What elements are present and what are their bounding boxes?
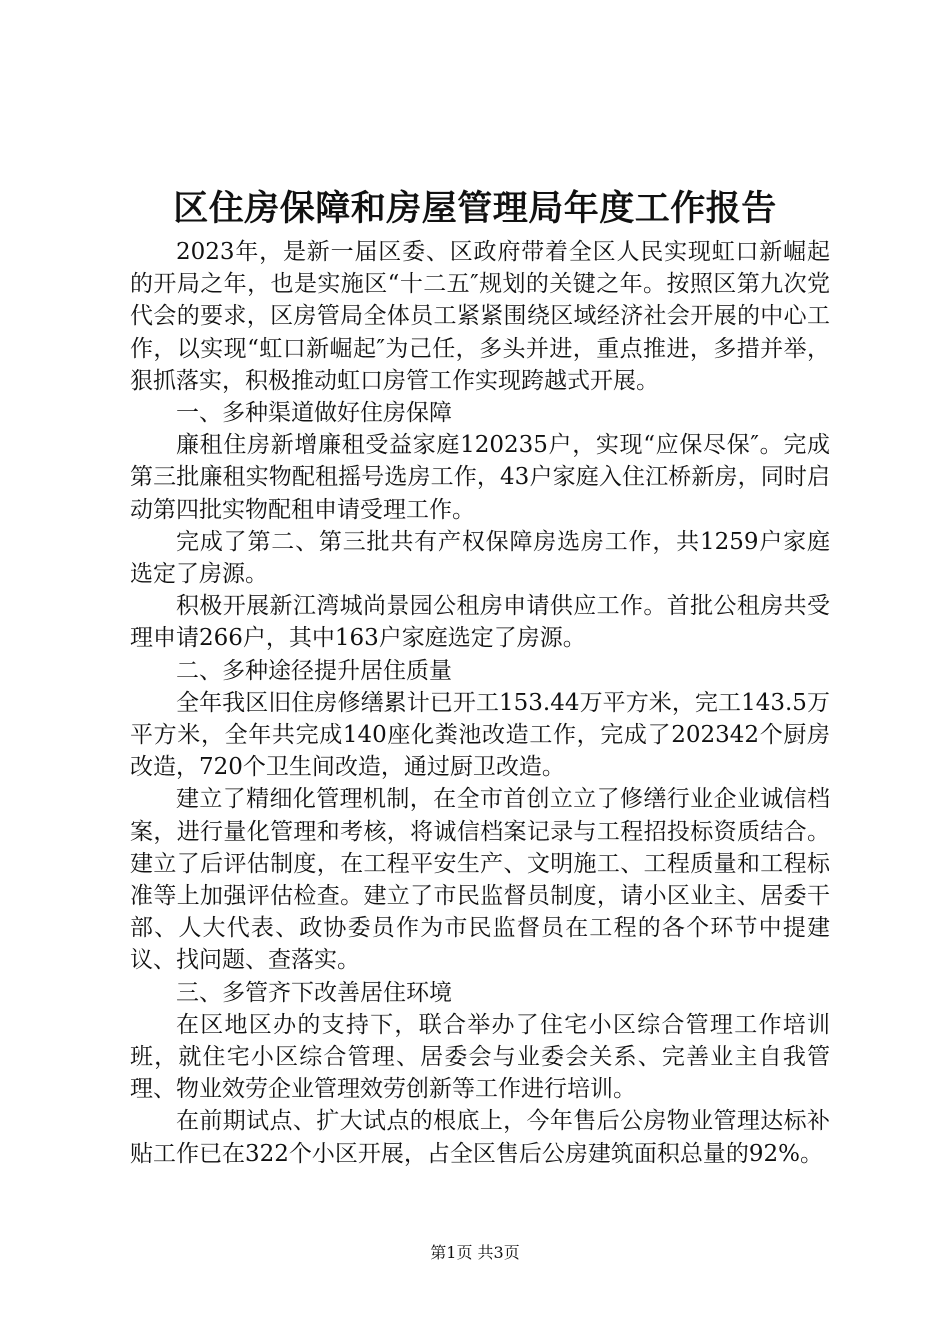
paragraph: 在前期试点、扩大试点的根底上，今年售后公房物业管理达标补贴工作已在322个小区开展，占全区售后公房建筑面积总量的92%。: [130, 1108, 830, 1167]
paragraph: 积极开展新江湾城尚景园公租房申请供应工作。首批公租房共受理申请266户，其中163户家庭选定了房源。: [130, 593, 830, 652]
document-title: 区住房保障和房屋管理局年度工作报告: [173, 188, 777, 229]
paragraph: 完成了第二、第三批共有产权保障房选房工作，共1259户家庭选定了房源。: [130, 528, 830, 588]
paragraph: 在区地区办的支持下，联合举办了住宅小区综合管理工作培训班，就住宅小区综合管理、居委会与业委会关系、完善业主自我管理、物业效劳企业管理效劳创新等工作进行培训。: [130, 1011, 830, 1103]
section-heading-3: 三、多管齐下改善居住环境: [176, 979, 452, 1006]
document-body: [130, 236, 830, 1170]
section-heading-2: 二、多种途径提升居住质量: [176, 657, 452, 684]
paragraph: 建立了精细化管理机制，在全市首创立立了修缮行业企业诚信档案，进行量化管理和考核，将诚信档案记录与工程招投标资质结合。建立了后评估制度，在工程平安生产、文明施工、工程质量和工程标准等上加强评估检查。建立了市民监督员制度，请小区业主、居委干部、人大代表、政协委员作为市民监督员在工程的各个环节中提建议、找问题、查落实。: [130, 786, 830, 974]
paragraph: 全年我区旧住房修缮累计已开工153.44万平方米，完工143.5万平方米，全年共完成140座化粪池改造工作，完成了202342个厨房改造，720个卫生间改造，通过厨卫改造。: [130, 689, 830, 781]
section-heading-1: 一、多种渠道做好住房保障: [176, 400, 452, 427]
page-footer: 第1页 共3页: [430, 1243, 520, 1262]
paragraph: 廉租住房新增廉租受益家庭120235户，实现“应保尽保″。完成第三批廉租实物配租摇号选房工作，43户家庭入住江桥新房，同时启动第四批实物配租申请受理工作。: [130, 432, 830, 523]
intro-paragraph: 2023年，是新一届区委、区政府带着全区人民实现虹口新崛起的开局之年，也是实施区“十二五″规划的关键之年。按照区第九次党代会的要求，区房管局全体员工紧紧围绕区域经济社会开展的中心工作，以实现“虹口新崛起″为己任，多头并进，重点推进，多措并举，狠抓落实，积极推动虹口房管工作实现跨越式开展。: [130, 239, 830, 394]
